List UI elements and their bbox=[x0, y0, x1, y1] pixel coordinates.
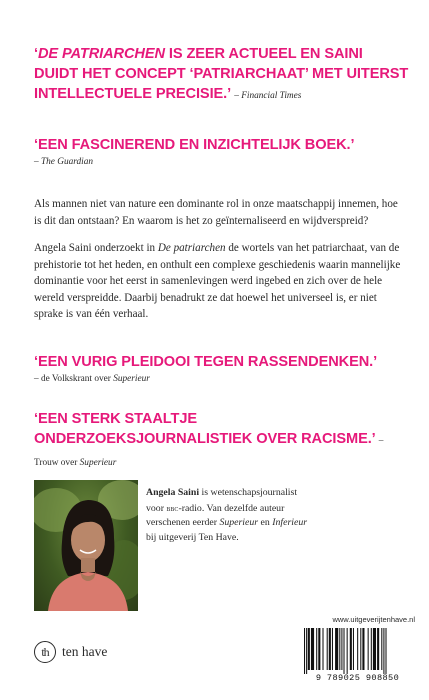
barcode-bar bbox=[318, 628, 320, 670]
quote-open-mark: ‘ bbox=[34, 46, 38, 62]
review-quote-volkskrant bbox=[34, 352, 409, 386]
barcode-bar bbox=[322, 628, 323, 670]
barcode-bar bbox=[353, 628, 354, 670]
review-quote-trouw bbox=[34, 409, 409, 473]
barcode-bar bbox=[306, 628, 307, 674]
barcode-bar bbox=[368, 628, 369, 670]
quote-book-title: DE PATRIARCHEN bbox=[37, 46, 165, 62]
book-title: De patriarchen bbox=[157, 242, 226, 254]
barcode-bar bbox=[339, 628, 340, 670]
barcode-bar bbox=[304, 628, 305, 674]
blurb-paragraph-2: Angela Saini onderzoekt in De patriarchen de wortels van het patriarchaat, van de prehistorie tot het heden, en onthult een complexe geschiedenis waarin mannelijke dominantie voor het eerst in samenlevingen werd ingebed en zich over de hele wereld verspreidde. Daarbij benadrukt ze dat hoewel het universeel is, er niet sprake is van één verhaal. bbox=[34, 242, 401, 320]
quote-attribution: – The Guardian bbox=[34, 157, 94, 167]
barcode-bar bbox=[377, 628, 379, 670]
author-photo bbox=[34, 480, 138, 611]
barcode-bars bbox=[298, 626, 417, 674]
barcode-bar bbox=[329, 628, 331, 670]
barcode-bar bbox=[311, 628, 314, 670]
barcode-bar bbox=[347, 628, 348, 674]
quote-attribution: – Trouw over Superieur bbox=[34, 436, 384, 468]
barcode-bar bbox=[360, 628, 361, 670]
blurb-paragraph-1: Als mannen niet van nature een dominante rol in onze maatschappij innemen, hoe is dit dan ontstaan? En waarom is het zo geïnternaliseerd en wijdverspreid? bbox=[34, 198, 398, 227]
quote-attribution: – Financial Times bbox=[234, 91, 302, 101]
barcode-bar bbox=[327, 628, 328, 670]
barcode-bar bbox=[362, 628, 364, 670]
publisher-logo bbox=[34, 641, 107, 663]
quote-attribution: – de Volkskrant over Superieur bbox=[34, 374, 150, 384]
barcode-bar bbox=[316, 628, 317, 670]
barcode-bar bbox=[350, 628, 352, 670]
author-name: Angela Saini bbox=[146, 487, 200, 498]
barcode-bar bbox=[308, 628, 310, 670]
review-quote-financial-times bbox=[34, 44, 409, 106]
barcode-bar bbox=[373, 628, 376, 670]
review-quote-guardian bbox=[34, 135, 409, 169]
barcode-bar bbox=[381, 628, 382, 670]
barcode-bar bbox=[383, 628, 384, 674]
isbn-number: 9 789025 908850 bbox=[315, 673, 400, 683]
quote-text: ‘EEN VURIG PLEIDOOI TEGEN RASSENDENKEN.’ bbox=[34, 354, 378, 370]
publisher-name: ten have bbox=[62, 644, 108, 659]
barcode-bar bbox=[335, 628, 338, 670]
quote-text: ‘EEN STERK STAALTJE ONDERZOEKSJOURNALISTIEK OVER RACISME.’ bbox=[34, 411, 375, 447]
barcode-bar bbox=[341, 628, 342, 670]
barcode-bar bbox=[357, 628, 358, 670]
publisher-website: www.uitgeverijtenhave.nl bbox=[332, 615, 415, 624]
author-portrait-illustration bbox=[34, 480, 138, 611]
quote-text: ‘EEN FASCINEREND EN INZICHTELIJK BOEK.’ bbox=[34, 137, 355, 153]
publisher-mark-icon: th bbox=[34, 641, 56, 663]
author-bio: Angela Saini is wetenschapsjournalist voor bbc-radio. Van dezelfde auteur verschenen eerder Superieur en Inferieur bij uitgeverij Ten Have. bbox=[146, 487, 308, 543]
barcode-bar bbox=[371, 628, 372, 670]
barcode-bar bbox=[385, 628, 386, 674]
quote-text: IS ZEER ACTUEEL EN SAINI DUIDT HET CONCEPT ‘PATRIARCHAAT’ MET UITERST INTELLECTUELE PRECISIE.’ bbox=[34, 46, 409, 102]
barcode-bar bbox=[343, 628, 344, 674]
barcode-bar bbox=[332, 628, 333, 670]
